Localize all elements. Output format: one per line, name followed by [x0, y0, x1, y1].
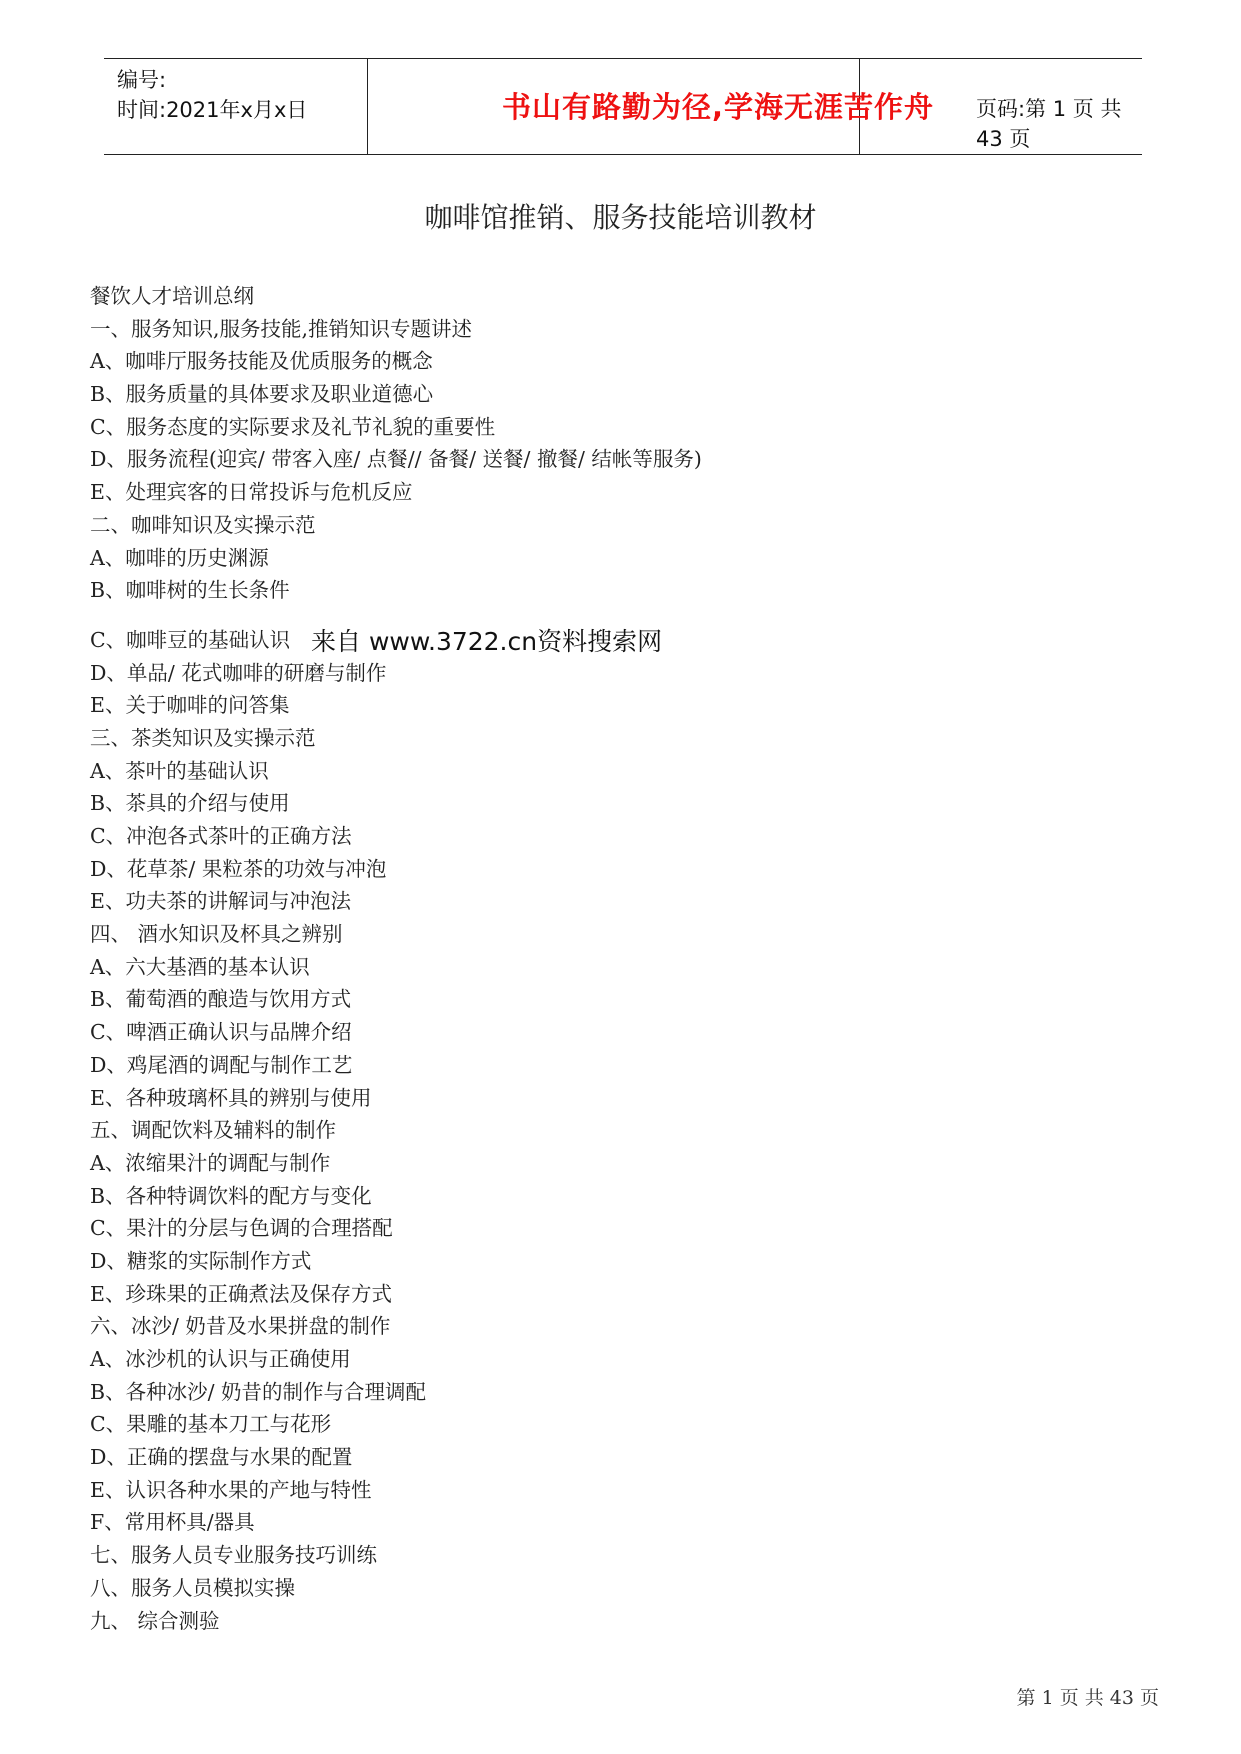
outline-item: C、啤酒正确认识与品牌介绍: [90, 1020, 352, 1045]
outline-item: A、浓缩果汁的调配与制作: [90, 1150, 331, 1175]
outline-item: B、各种特调饮料的配方与变化: [90, 1183, 372, 1208]
outline-item: B、咖啡树的生长条件: [90, 578, 290, 603]
outline-item: 一、服务知识,服务技能,推销知识专题讲述: [90, 316, 473, 341]
document-title: 咖啡馆推销、服务技能培训教材: [424, 201, 817, 234]
training-outline: [90, 280, 702, 1637]
outline-item: E、珍珠果的正确煮法及保存方式: [90, 1281, 392, 1306]
outline-item: B、葡萄酒的酿造与饮用方式: [90, 987, 352, 1012]
header-divider: [367, 59, 368, 154]
outline-item: 六、冰沙/ 奶昔及水果拼盘的制作: [90, 1314, 391, 1339]
outline-item: C、果雕的基本刀工与花形: [90, 1412, 332, 1437]
outline-item: A、六大基酒的基本认识: [90, 954, 310, 979]
outline-item: D、单品/ 花式咖啡的研磨与制作: [90, 660, 387, 685]
outline-item: C、果汁的分层与色调的合理搭配: [90, 1216, 393, 1241]
outline-item: D、服务流程(迎宾/ 带客入座/ 点餐// 备餐/ 送餐/ 撤餐/ 结帐等服务): [90, 447, 702, 472]
outline-item: 餐饮人才培训总纲: [90, 284, 254, 308]
outline-item: 三、茶类知识及实操示范: [90, 725, 316, 750]
outline-item: E、关于咖啡的问答集: [90, 693, 290, 718]
outline-item: 八、服务人员模拟实操: [90, 1575, 295, 1600]
outline-item: B、各种冰沙/ 奶昔的制作与合理调配: [90, 1379, 426, 1404]
header-motto: 书山有路勤为径,学海无涯苦作舟: [501, 90, 935, 124]
header-meta: [117, 65, 307, 125]
outline-item: D、鸡尾酒的调配与制作工艺: [90, 1052, 353, 1077]
outline-item: A、咖啡厅服务技能及优质服务的概念: [90, 349, 433, 374]
document-number: 编号:: [117, 68, 167, 92]
page-footer: 第 1 页 共 43 页: [1016, 1687, 1159, 1709]
outline-item: 九、 综合测验: [90, 1608, 220, 1633]
outline-item: A、咖啡的历史渊源: [90, 545, 269, 570]
outline-item: E、功夫茶的讲解词与冲泡法: [90, 889, 351, 914]
outline-item: A、茶叶的基础认识: [90, 758, 269, 783]
outline-item: D、正确的摆盘与水果的配置: [90, 1445, 353, 1470]
outline-item: D、糖浆的实际制作方式: [90, 1248, 312, 1273]
outline-item: F、常用杯具/器具: [90, 1510, 255, 1535]
outline-item: D、花草茶/ 果粒茶的功效与冲泡: [90, 856, 387, 881]
outline-item: C、服务态度的实际要求及礼节礼貌的重要性: [90, 414, 496, 439]
outline-item: E、认识各种水果的产地与特性: [90, 1477, 372, 1502]
source-watermark: 来自 www.3722.cn资料搜索网: [311, 627, 663, 656]
page-header: [104, 58, 1142, 155]
outline-item: B、服务质量的具体要求及职业道德心: [90, 382, 434, 407]
outline-item: A、冰沙机的认识与正确使用: [90, 1347, 351, 1371]
document-time: 时间:2021年x月x日: [117, 98, 308, 122]
outline-item: 二、咖啡知识及实操示范: [90, 512, 316, 537]
header-page-number: 页码:第 1 页 共 43 页: [976, 97, 1122, 151]
outline-item: C、冲泡各式茶叶的正确方法: [90, 824, 352, 848]
outline-item: 四、 酒水知识及杯具之辨别: [90, 922, 343, 947]
outline-item: E、处理宾客的日常投诉与危机反应: [90, 480, 413, 505]
outline-item: C、咖啡豆的基础认识: [90, 627, 291, 652]
outline-item: 五、调配饮料及辅料的制作: [90, 1118, 336, 1143]
outline-item: B、茶具的介绍与使用: [90, 791, 290, 816]
outline-item: E、各种玻璃杯具的辨别与使用: [90, 1085, 372, 1110]
outline-item: 七、服务人员专业服务技巧训练: [90, 1543, 377, 1568]
